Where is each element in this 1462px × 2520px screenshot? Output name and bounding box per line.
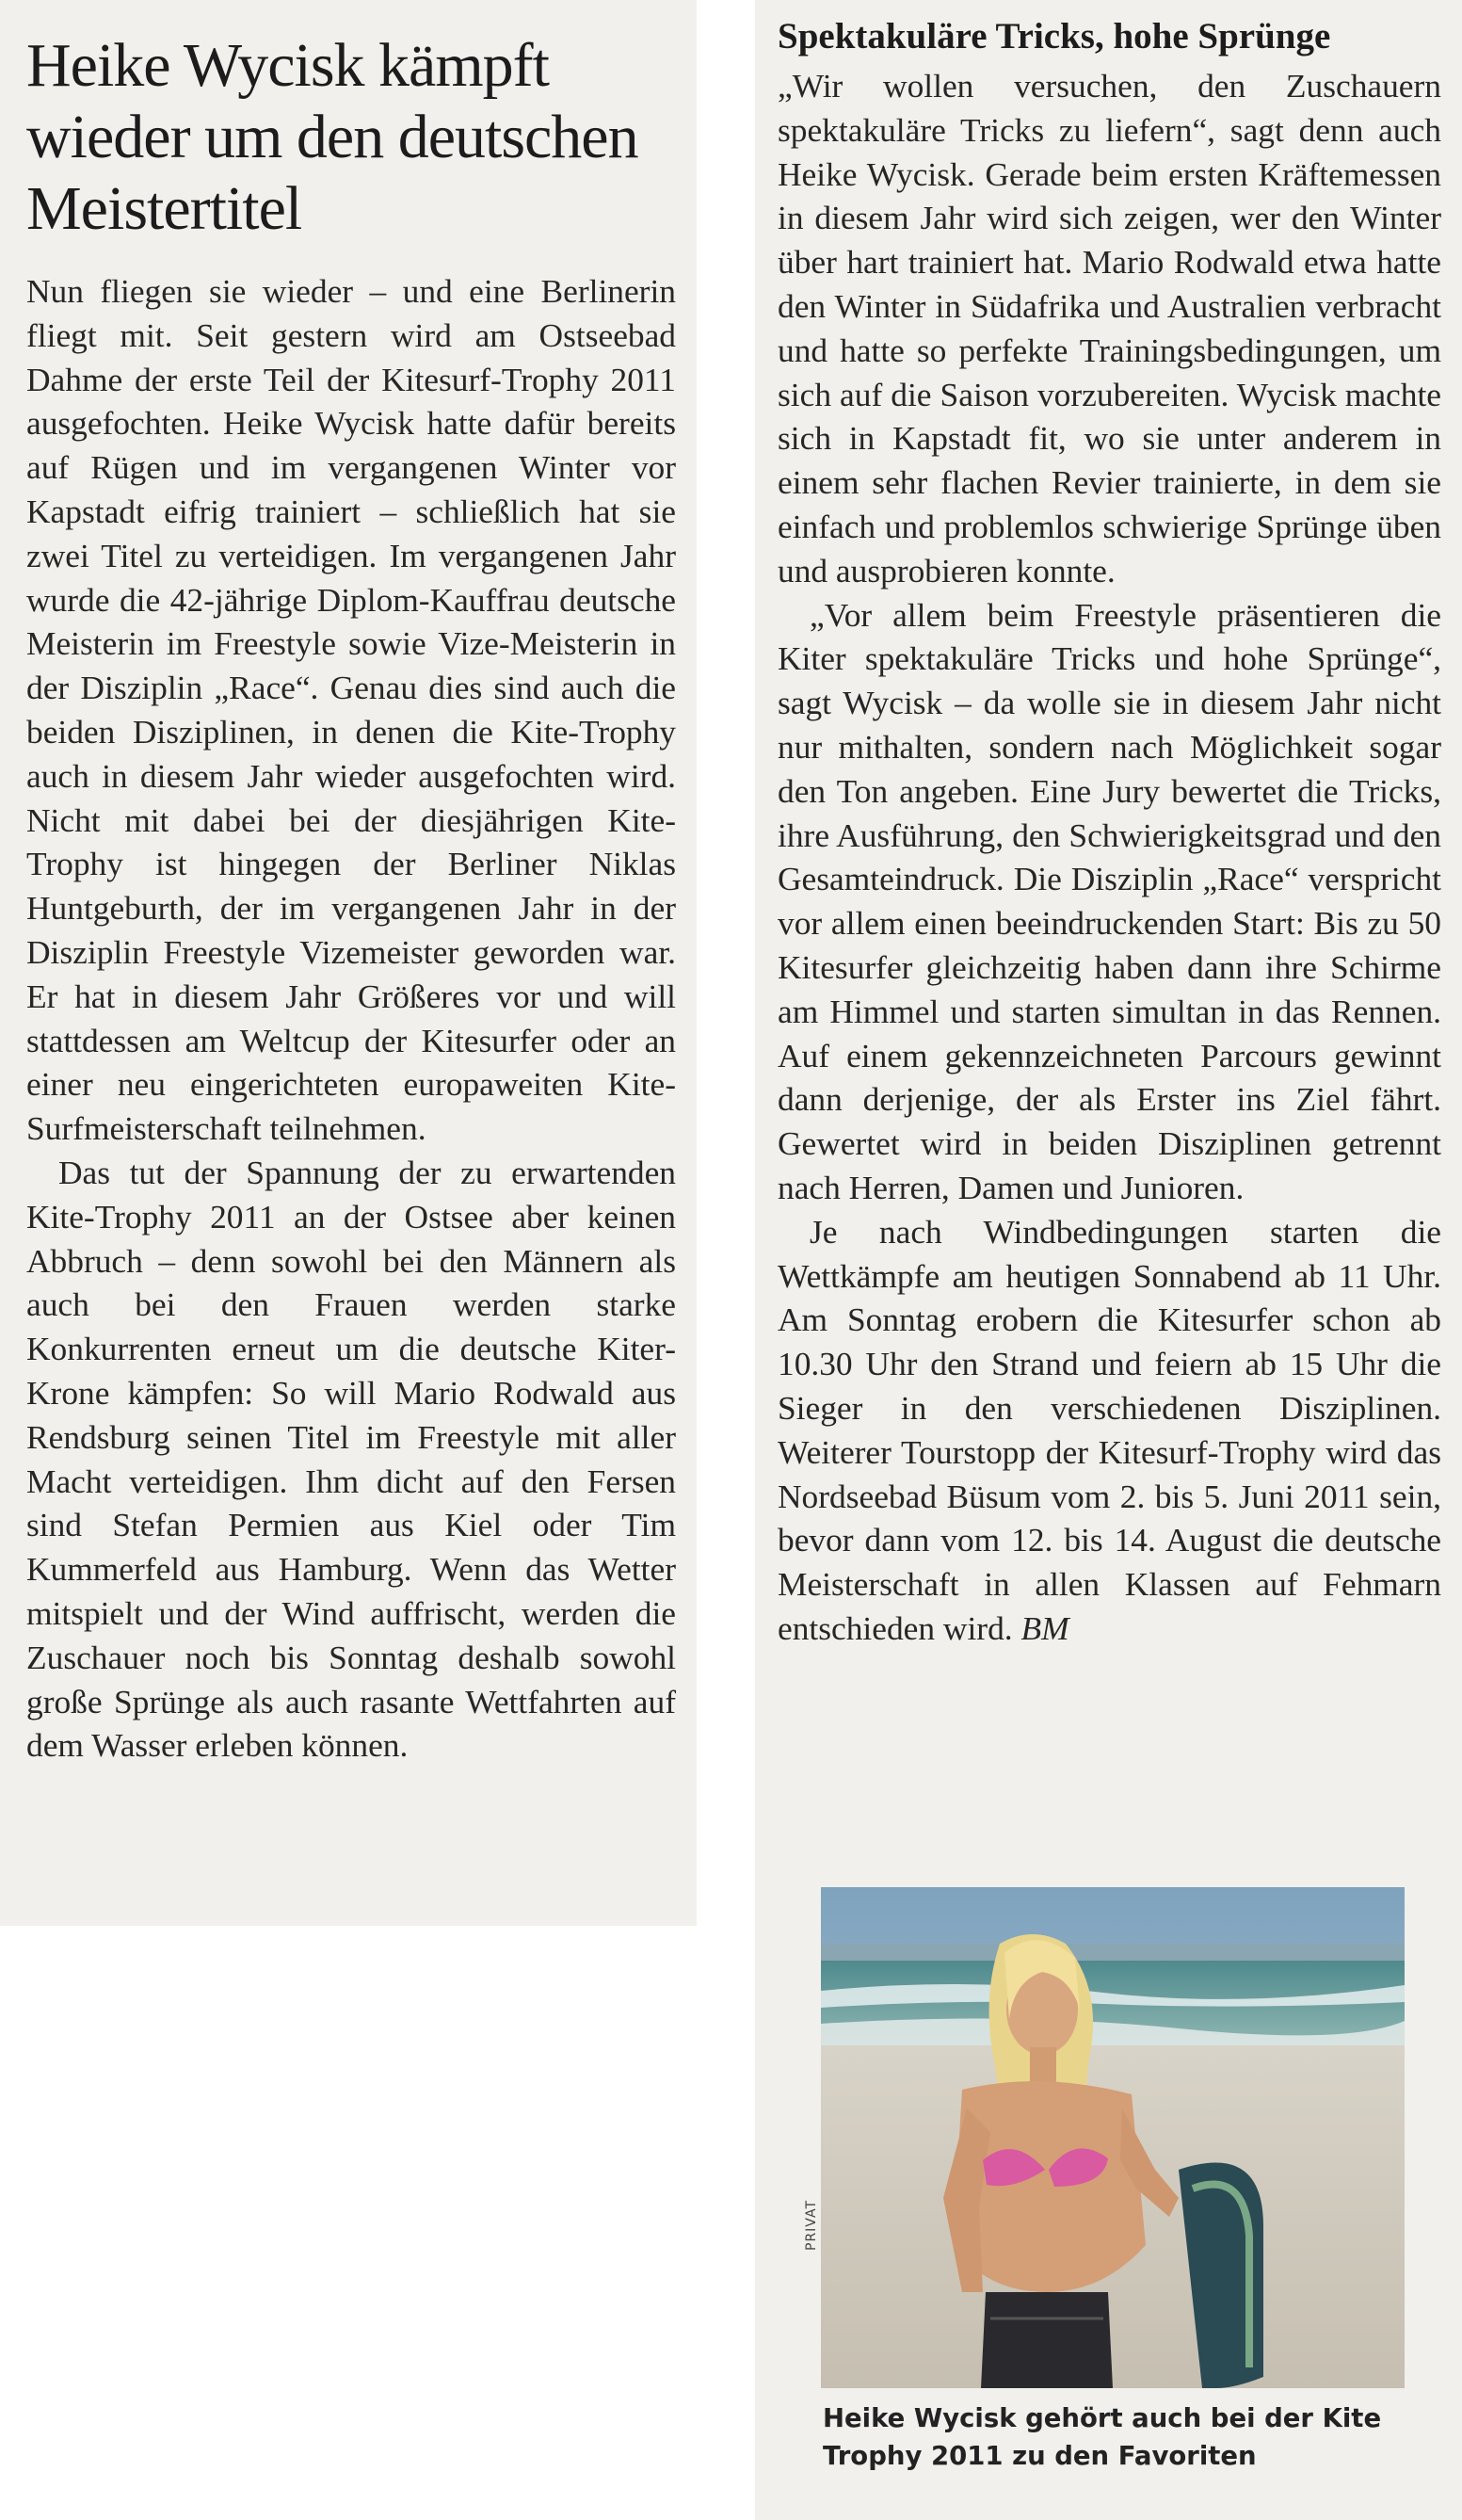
photo-caption: Heike Wycisk gehört auch bei der Kite Trophy 2011 zu den Favoriten (823, 2403, 1382, 2471)
right-article-clipping (755, 0, 1462, 2520)
beach-photo-illustration (821, 1887, 1405, 2388)
left-article-body (26, 269, 676, 1768)
left-paragraph-1: Nun fliegen sie wieder – und eine Berlinerin fliegt mit. Seit gestern wird am Ostseebad Dahme der erste Teil der Kitesurf-Trophy 2011 ausgefochten. Heike Wycisk hatte dafür bereits auf Rügen und im vergangenen Winter vor Kapstadt eifrig trainiert – schließlich hat sie zwei Titel zu verteidigen. Im vergangenen Jahr wurde die 42-jährige Diplom-Kauffrau deutsche Meisterin im Freestyle sowie Vize-Meisterin in der Disziplin „Race“. Genau dies sind auch die beiden Disziplinen, in denen die Kite-Trophy auch in diesem Jahr wieder ausgefochten wird. Nicht mit dabei bei der diesjährigen Kite-Trophy ist hingegen der Berliner Niklas Huntgeburth, der im vergangenen Jahr in der Disziplin Freestyle Vizemeister geworden war. Er hat in diesem Jahr Größeres vor und will stattdessen am Weltcup der Kitesurfer oder an einer neu eingerichteten europaweiten Kite-Surfmeisterschaft teilnehmen. (26, 272, 676, 1148)
right-paragraph-2: „Vor allem beim Freestyle präsentieren die Kiter spektakuläre Tricks und hohe Sprünge“, sagt Wycisk – da wolle sie in diesem Jahr nicht nur mithalten, sondern nach Möglichkeit sogar den Ton angeben. Eine Jury bewertet die Tricks, ihre Ausführung, den Schwierigkeitsgrad und den Gesamteindruck. Die Disziplin „Race“ verspricht vor allem einen beeindruckenden Start: Bis zu 50 Kitesurfer gleichzeitig haben dann ihre Schirme am Himmel und starten simultan in das Rennen. Auf einem gekennzeichneten Parcours gewinnt dann derjenige, der als Erster ins Ziel fährt. Gewertet wird in beiden Disziplinen getrennt nach Herren, Damen und Junioren. (778, 595, 1441, 1206)
author-byline: BM (1020, 1608, 1069, 1647)
article-subhead: Spektakuläre Tricks, hohe Sprünge (778, 16, 1331, 57)
right-paragraph-3 (778, 1210, 1441, 1651)
left-article-clipping (0, 0, 697, 1926)
article-photo (821, 1887, 1405, 2388)
article-headline: Heike Wycisk kämpft wieder um den deutschen Meistertitel (26, 31, 638, 243)
right-paragraph-3-text: Je nach Windbedingungen starten die Wettkämpfe am heutigen Sonnabend ab 11 Uhr. Am Sonntag erobern die Kitesurfer schon ab 10.30 Uhr den Strand und feiern ab 15 Uhr die Sieger in den verschiedenen Disziplinen. Weiterer Tourstopp der Kitesurf-Trophy wird das Nordseebad Büsum vom 2. bis 5. Juni 2011 sein, bevor dann vom 12. bis 14. August die deutsche Meisterschaft in allen Klassen auf Fehmarn entschieden wird. (778, 1212, 1441, 1647)
left-paragraph-2: Das tut der Spannung der zu erwartenden Kite-Trophy 2011 an der Ostsee aber keinen Abbruch – denn sowohl bei den Männern als auch bei den Frauen werden starke Konkurrenten erneut um die deutsche Kiter-Krone kämpfen: So will Mario Rodwald aus Rendsburg seinen Titel im Freestyle mit aller Macht verteidigen. Ihm dicht auf den Fersen sind Stefan Permien aus Kiel oder Tim Kummerfeld aus Hamburg. Wenn das Wetter mitspielt und der Wind auffrischt, werden die Zuschauer noch bis Sonntag deshalb sowohl große Sprünge als auch rasante Wettfahrten auf dem Wasser erleben können. (26, 1153, 676, 1765)
photo-credit: PRIVAT (804, 2199, 819, 2251)
right-article-body (778, 64, 1441, 1651)
right-paragraph-1: „Wir wollen versuchen, den Zuschauern spektakuläre Tricks zu liefern“, sagt denn auch Heike Wycisk. Gerade beim ersten Kräftemessen in diesem Jahr wird sich zeigen, wer den Winter über hart trainiert hat. Mario Rodwald etwa hatte den Winter in Südafrika und Australien verbracht und hatte so perfekte Trainingsbedingungen, um sich auf die Saison vorzubereiten. Wycisk machte sich in Kapstadt fit, wo sie unter anderem in einem sehr flachen Revier trainierte, in dem sie einfach und problemlos schwierige Sprünge üben und ausprobieren konnte. (778, 67, 1441, 590)
